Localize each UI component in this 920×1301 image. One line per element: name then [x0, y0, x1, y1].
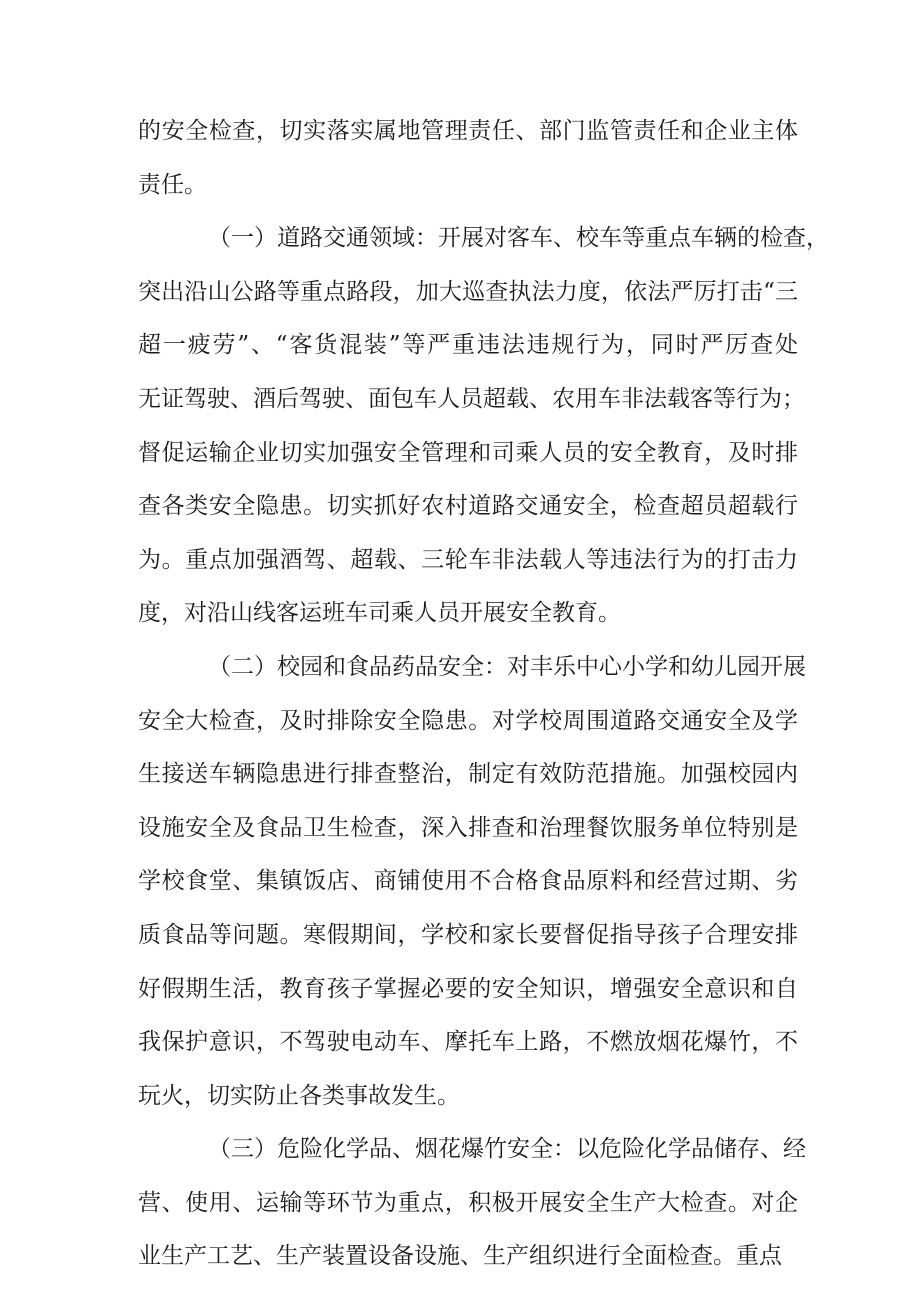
paragraph-line: 我保护意识，不驾驶电动车、摩托车上路，不燃放烟花爆竹，不	[138, 1029, 798, 1056]
paragraph-line: 学校食堂、集镇饭店、商铺使用不合格食品原料和经营过期、劣	[138, 868, 798, 895]
paragraph-line: 业生产工艺、生产装置设备设施、生产组织进行全面检查。重点	[138, 1243, 782, 1270]
paragraph-line: 玩火，切实防止各类事故发生。	[138, 1082, 460, 1109]
paragraph-line: 责任。	[138, 171, 207, 198]
paragraph-line: 生接送车辆隐患进行排查整治，制定有效防范措施。加强校园内	[138, 761, 798, 788]
paragraph-line: （二）校园和食品药品安全：对丰乐中心小学和幼儿园开展	[208, 653, 806, 680]
paragraph-line: 突出沿山公路等重点路段，加大巡查执法力度，依法严厉打击“三	[138, 278, 798, 305]
paragraph-line: 为。重点加强酒驾、超载、三轮车非法载人等违法行为的打击力	[138, 546, 798, 573]
body-paragraph	[138, 641, 806, 1123]
paragraph-line: 的安全检查，切实落实属地管理责任、部门监管责任和企业主体	[138, 118, 798, 144]
paragraph-line: 质食品等问题。寒假期间，学校和家长要督促指导孩子合理安排	[138, 921, 798, 948]
paragraph-line: 设施安全及食品卫生检查，深入排查和治理餐饮服务单位特别是	[138, 814, 798, 841]
paragraph-line: 安全大检查，及时排除安全隐患。对学校周围道路交通安全及学	[138, 707, 798, 734]
body-paragraph	[138, 105, 798, 212]
paragraph-line: 查各类安全隐患。切实抓好农村道路交通安全，检查超员超载行	[138, 493, 798, 520]
document-page	[138, 105, 829, 1284]
paragraph-line: 督促运输企业切实加强安全管理和司乘人员的安全教育，及时排	[138, 439, 798, 466]
paragraph-line: 营、使用、运输等环节为重点，积极开展安全生产大检查。对企	[138, 1189, 798, 1216]
paragraph-line: （三）危险化学品、烟花爆竹安全：以危险化学品储存、经	[208, 1136, 806, 1163]
body-paragraph	[138, 212, 829, 641]
paragraph-line: 无证驾驶、酒后驾驶、面包车人员超载、农用车非法载客等行为；	[138, 385, 805, 412]
body-paragraph	[138, 1123, 806, 1284]
paragraph-line: 度，对沿山线客运班车司乘人员开展安全教育。	[138, 600, 621, 627]
paragraph-line: 好假期生活，教育孩子掌握必要的安全知识，增强安全意识和自	[138, 975, 798, 1002]
paragraph-line: （一）道路交通领域：开展对客车、校车等重点车辆的检查，	[208, 225, 829, 252]
paragraph-line: 超一疲劳”、“客货混装”等严重违法违规行为，同时严厉查处	[138, 332, 798, 359]
